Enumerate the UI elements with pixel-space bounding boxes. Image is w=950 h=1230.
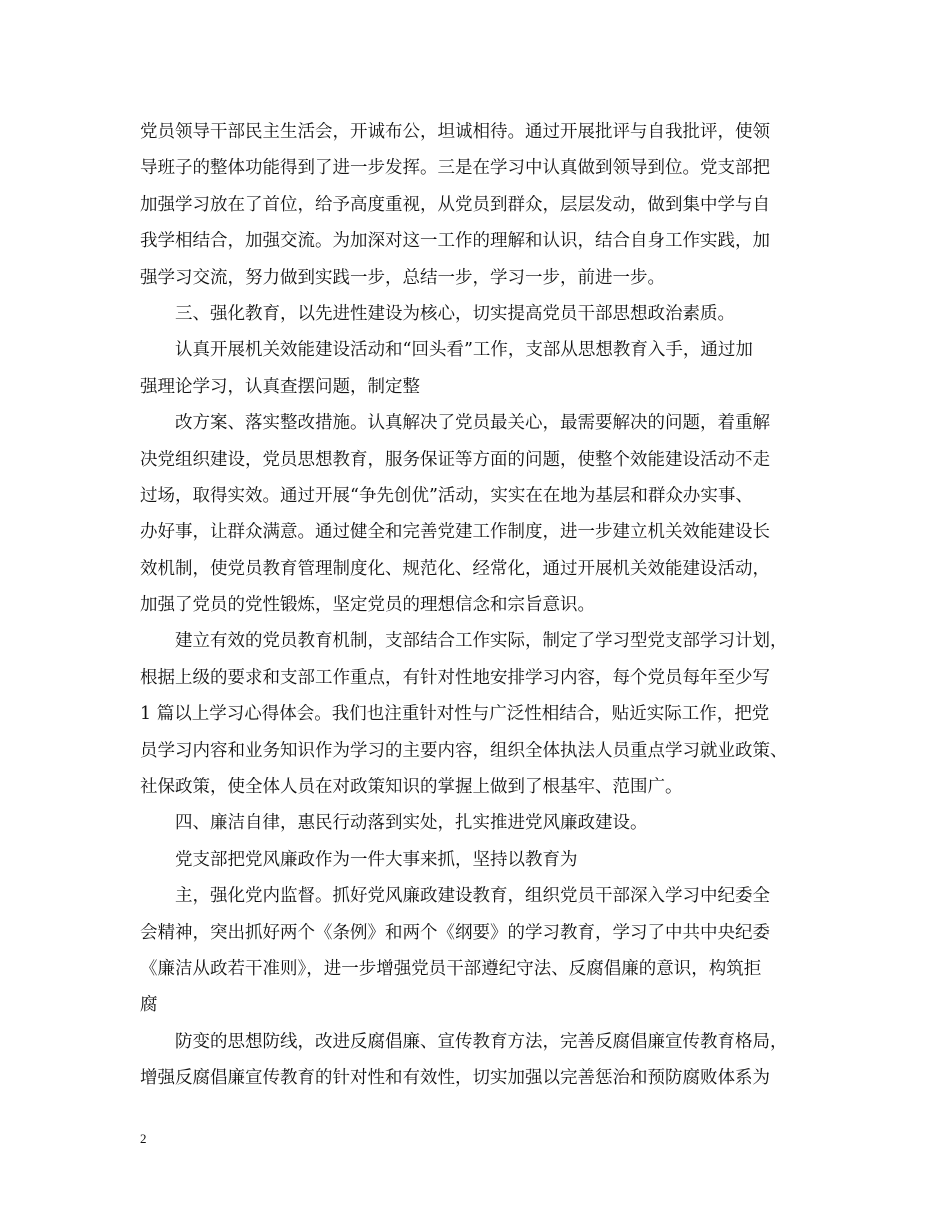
- text-line: 增强反腐倡廉宣传教育的针对性和有效性，切实加强以完善惩治和预防腐败体系为: [140, 1068, 770, 1089]
- text-line: 党员领导干部民主生活会，开诚布公，坦诚相待。通过开展批评与自我批评，使领: [140, 122, 770, 142]
- text-line: 腐: [140, 995, 158, 1016]
- text-line: 决党组织建设，党员思想教育，服务保证等方面的问题，使整个效能建设活动不走: [140, 449, 770, 470]
- text-line: 会精神，突出抓好两个《条例》和两个《纲要》的学习教育，学习了中共中央纪委: [140, 922, 770, 943]
- text-line: 四、廉洁自律，惠民行动落到实处，扎实推进党风廉政建设。: [175, 813, 648, 834]
- text-line: 办好事，让群众满意。通过健全和完善党建工作制度，进一步建立机关效能建设长: [140, 522, 770, 543]
- text-line: 三、强化教育，以先进性建设为核心，切实提高党员干部思想政治素质。: [175, 303, 735, 324]
- text-line: 过场，取得实效。通过开展“争先创优”活动，实实在在地为基层和群众办实事、: [140, 485, 753, 506]
- text-line: 党支部把党风廉政作为一件大事来抓，坚持以教育为: [175, 849, 578, 870]
- page-number: 2: [140, 1131, 147, 1146]
- text-line: 加强学习放在了首位，给予高度重视，从党员到群众，层层发动，做到集中学与自: [140, 194, 770, 215]
- text-line: 《廉洁从政若干准则》，进一步增强党员干部遵纪守法、反腐倡廉的意识，构筑拒: [140, 958, 762, 979]
- text-line: 效机制，使党员教育管理制度化、规范化、经常化，通过开展机关效能建设活动，: [140, 558, 770, 579]
- text-line: 改方案、落实整改措施。认真解决了党员最关心，最需要解决的问题，着重解: [175, 413, 770, 434]
- text-line: 认真开展机关效能建设活动和“回头看”工作，支部从思想教育入手，通过加: [175, 340, 753, 361]
- text-line: 1 篇以上学习心得体会。我们也注重针对性与广泛性相结合，贴近实际工作，把党: [140, 704, 770, 725]
- text-line: 防变的思想防线，改进反腐倡廉、宣传教育方法，完善反腐倡廉宣传教育格局，: [175, 1031, 788, 1052]
- text-line: 加强了党员的党性锻炼，坚定党员的理想信念和宗旨意识。: [140, 595, 595, 616]
- text-line: 导班子的整体功能得到了进一步发挥。三是在学习中认真做到领导到位。党支部把: [140, 158, 770, 179]
- text-line: 强理论学习，认真查摆问题，制定整: [140, 376, 420, 397]
- text-line: 员学习内容和业务知识作为学习的主要内容，组织全体执法人员重点学习就业政策、: [140, 740, 788, 761]
- text-line: 社保政策，使全体人员在对政策知识的掌握上做到了根基牢、范围广。: [140, 777, 683, 798]
- text-line: 建立有效的党员教育机制，支部结合工作实际，制定了学习型党支部学习计划，: [175, 631, 788, 652]
- document-body: [140, 114, 830, 1097]
- text-line: 主，强化党内监督。抓好党风廉政建设教育，组织党员干部深入学习中纪委全: [175, 886, 770, 907]
- text-line: 根据上级的要求和支部工作重点，有针对性地安排学习内容，每个党员每年至少写: [140, 667, 770, 688]
- text-line: 我学相结合，加强交流。为加深对这一工作的理解和认识，结合自身工作实践，加: [140, 231, 770, 252]
- text-line: 强学习交流，努力做到实践一步，总结一步，学习一步，前进一步。: [140, 267, 665, 288]
